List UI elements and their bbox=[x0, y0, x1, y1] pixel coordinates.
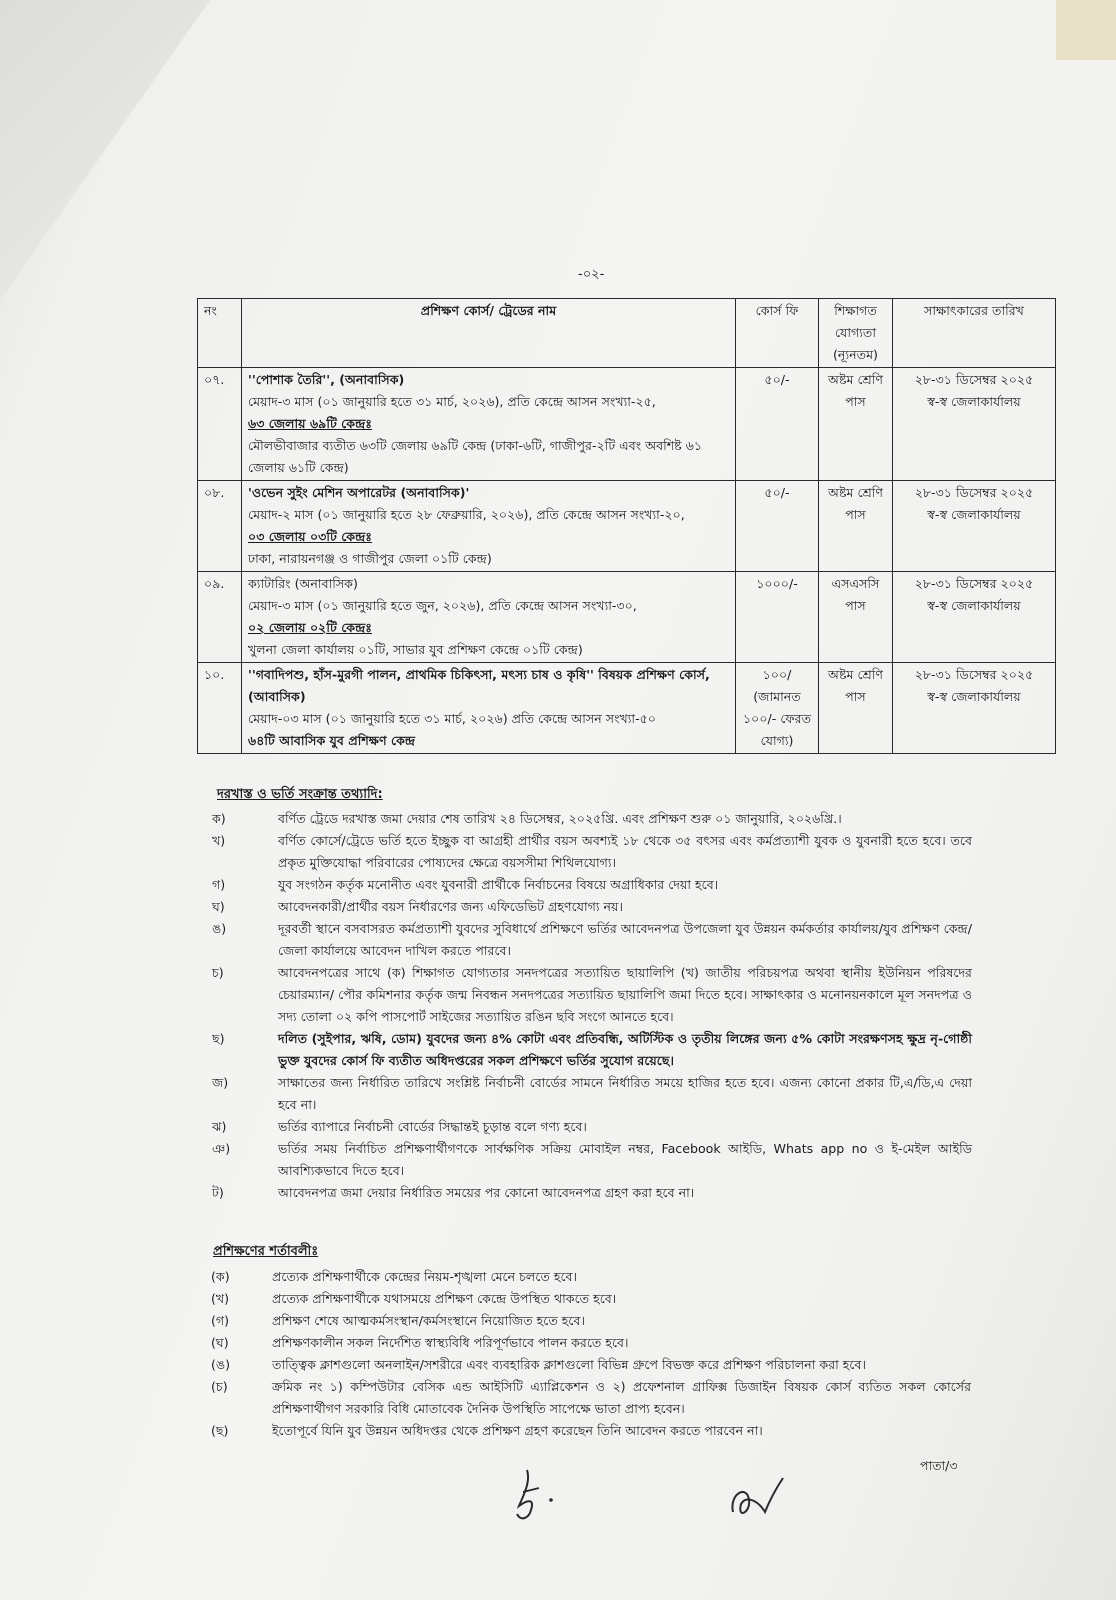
interview-cell bbox=[893, 572, 1056, 663]
course-centers: ৬৩ জেলায় ৬৯টি কেন্দ্রঃ bbox=[248, 416, 373, 431]
item-text: প্রশিক্ষণ শেষে আত্মকর্মসংস্থান/কর্মসংস্থানে নিয়োজিত হতে হবে। bbox=[272, 1313, 585, 1328]
table-header-row bbox=[198, 299, 1056, 368]
course-centers: ০৩ জেলায় ০৩টি কেন্দ্রঃ bbox=[248, 529, 373, 544]
list-item bbox=[212, 1116, 972, 1138]
row-no: ০৭. bbox=[198, 368, 242, 481]
course-note: মৌলভীবাজার ব্যতীত ৬৩টি জেলায় ৬৯টি কেন্দ্র (ঢাকা-৬টি, গাজীপুর-২টি এবং অবশিষ্ট ৬১ জেলায় ৬১টি কেন্দ্র) bbox=[248, 438, 703, 475]
course-fee: ১০০০/- bbox=[736, 572, 819, 663]
item-marker: (খ) bbox=[211, 1291, 230, 1306]
interview-place: স্ব-স্ব জেলাকার্যালয় bbox=[927, 507, 1021, 522]
course-education: এসএসসি পাস bbox=[819, 572, 893, 663]
item-text: ভর্তির সময় নির্বাচিত প্রশিক্ষণার্থীগণকে সার্বক্ষণিক সক্রিয় মোবাইল নম্বর, Facebook আইডি, Whats app no ও ই-মেইল আইডি আবশ্যিকভাবে দিতে হবে। bbox=[278, 1141, 972, 1178]
table-row bbox=[198, 368, 1056, 481]
header-no: নং bbox=[198, 299, 242, 368]
item-text: বর্ণিত কোর্সে/ট্রেডে ভর্তি হতে ইচ্ছুক বা আগ্রহী প্রার্থীর বয়স অবশ্যই ১৮ থেকে ৩৫ বৎসর এবং কর্মপ্রত্যাশী যুবক ও যুবনারী হতে হবে। তবে প্রকৃত মুক্তিযোদ্ধা পরিবারের পোষ্যদের ক্ষেত্রে বয়সসীমা শিথিলযোগ্য। bbox=[278, 833, 972, 870]
item-text: আবেদনকারী/প্রার্থীর বয়স নির্ধারণের জন্য এফিডেভিট গ্রহণযোগ্য নয়। bbox=[278, 899, 623, 914]
item-marker: ঙ) bbox=[212, 921, 227, 936]
list-item bbox=[212, 1028, 972, 1072]
course-cell bbox=[242, 572, 736, 663]
course-title: ''পোশাক তৈরি'', (অনাবাসিক) bbox=[248, 372, 405, 387]
item-text: ক্রমিক নং ১) কম্পিউটার বেসিক এন্ড আইসিটি এ্যাপ্লিকেশন ও ২) প্রফেশনাল গ্রাফিক্স ডিজাইন বিষয়ক কোর্স ব্যতিত সকল কোর্সের প্রশিক্ষণার্থীগণ সরকারি বিধি মোতাবেক দৈনিক উপস্থিতি সাপেক্ষে ভাতা প্রাপ্য হবেন। bbox=[272, 1379, 971, 1416]
item-marker: গ) bbox=[212, 877, 226, 892]
list-item bbox=[212, 1138, 972, 1182]
item-text: তাত্ত্বিক ক্লাশগুলো অনলাইন/সশরীরে এবং ব্যবহারিক ক্লাশগুলো বিভিন্ন গ্রুপে বিভক্ত করে প্রশিক্ষণ পরিচালনা করা হবে। bbox=[272, 1357, 866, 1372]
list-item bbox=[212, 918, 972, 962]
item-text: ইতোপূর্বে যিনি যুব উন্নয়ন অধিদপ্তর থেকে প্রশিক্ষণ গ্রহণ করেছেন তিনি আবেদন করতে পারবেন না। bbox=[272, 1423, 763, 1438]
item-text: প্রশিক্ষণকালীন সকল নির্দেশিত স্বাস্থ্যবিধি পরিপূর্ণভাবে পালন করতে হবে। bbox=[272, 1335, 629, 1350]
list-item bbox=[212, 830, 972, 874]
list-item bbox=[211, 1376, 971, 1420]
course-note: ঢাকা, নারায়নগঞ্জ ও গাজীপুর জেলা ০১টি কেন্দ্র) bbox=[248, 551, 492, 566]
interview-date: ২৮-৩১ ডিসেম্বর ২০২৫ bbox=[914, 667, 1034, 682]
item-text: আবেদনপত্রের সাথে (ক) শিক্ষাগত যোগ্যতার সনদপত্রের সত্যায়িত ছায়ালিপি (খ) জাতীয় পরিচয়পত্র অথবা স্থানীয় ইউনিয়ন পরিষদের চেয়ারম্যান/ পৌর কমিশনার কর্তৃক জন্ম নিবন্ধন সনদপত্রের সত্যায়িত ছায়ালিপি জমা দিতে হবে। সাক্ষাৎকার ও মনোনয়নকালে মূল সনদপত্র ও সদ্য তোলা ০২ কপি পাসপোর্ট সাইজের সত্যায়িত রঙিন ছবি সংগে আনতে হবে। bbox=[278, 965, 972, 1024]
item-text: আবেদনপত্র জমা দেয়ার নির্ধারিত সময়ের পর কোনো আবেদনপত্র গ্রহণ করা হবে না। bbox=[278, 1185, 695, 1200]
list-item bbox=[211, 1332, 971, 1354]
course-title: ''গবাদিপশু, হাঁস-মুরগী পালন, প্রাথমিক চিকিৎসা, মৎস্য চাষ ও কৃষি'' বিষয়ক প্রশিক্ষণ কোর্স, (আবাসিক) bbox=[248, 667, 710, 704]
course-duration: মেয়াদ-৩ মাস (০১ জানুয়ারি হতে জুন, ২০২৬), প্রতি কেন্দ্রে আসন সংখ্যা-৩০, bbox=[248, 598, 637, 613]
table-row bbox=[198, 663, 1056, 754]
item-text: দূরবর্তী স্থানে বসবাসরত কর্মপ্রত্যাশী যুবদের সুবিধার্থে প্রশিক্ষণে ভর্তির আবেদনপত্র উপজেলা যুব উন্নয়ন কর্মকর্তার কার্যালয়/যুব প্রশিক্ষণ কেন্দ্র/ জেলা কার্যালয়ে আবেদন দাখিল করতে পারবে। bbox=[278, 921, 972, 958]
conditions-heading: প্রশিক্ষণের শর্তাবলীঃ bbox=[213, 1244, 319, 1259]
course-duration: মেয়াদ-২ মাস (০১ জানুয়ারি হতে ২৮ ফেব্রুয়ারি, ২০২৬), প্রতি কেন্দ্রে আসন সংখ্যা-২০, bbox=[248, 507, 685, 522]
course-duration: মেয়াদ-৩ মাস (০১ জানুয়ারি হতে ৩১ মার্চ, ২০২৬), প্রতি কেন্দ্রে আসন সংখ্যা-২৫, bbox=[248, 394, 656, 409]
item-marker: (গ) bbox=[211, 1313, 230, 1328]
header-education: শিক্ষাগত যোগ্যতা (ন্যূনতম) bbox=[819, 299, 893, 368]
course-title: ক্যাটারিং (অনাবাসিক) bbox=[248, 576, 358, 591]
course-cell bbox=[242, 663, 736, 754]
list-item bbox=[211, 1420, 971, 1442]
course-fee: ৫০/- bbox=[736, 481, 819, 572]
item-text: যুব সংগঠন কর্তৃক মনোনীত এবং যুবনারী প্রার্থীকে নির্বাচনের বিষয়ে অগ্রাধিকার দেয়া হবে। bbox=[278, 877, 719, 892]
item-marker: ছ) bbox=[212, 1031, 225, 1046]
course-title: 'ওভেন সুইং মেশিন অপারেটর (অনাবাসিক)' bbox=[248, 485, 470, 500]
course-fee: ১০০/ (জামানত ১০০/- ফেরত যোগ্য) bbox=[736, 663, 819, 754]
interview-place: স্ব-স্ব জেলাকার্যালয় bbox=[927, 598, 1021, 613]
next-page-ref: পাতা/৩ bbox=[920, 1458, 958, 1473]
item-text: সাক্ষাতের জন্য নির্ধারিত তারিখে সংশ্লিষ্ট নির্বাচনী বোর্ডের সামনে নির্ধারিত সময়ে হাজির হতে হবে। এজন্য কোনো প্রকার টি,এ/ডি,এ দেয়া হবে না। bbox=[278, 1075, 972, 1112]
table-row bbox=[198, 572, 1056, 663]
page-marker: -০২- bbox=[578, 267, 605, 282]
signature-initial-1 bbox=[505, 1462, 565, 1532]
interview-place: স্ব-স্ব জেলাকার্যালয় bbox=[927, 394, 1021, 409]
interview-date: ২৮-৩১ ডিসেম্বর ২০২৫ bbox=[914, 372, 1034, 387]
header-interview-date: সাক্ষাৎকারের তারিখ bbox=[893, 299, 1056, 368]
list-item bbox=[212, 962, 972, 1028]
item-marker: জ) bbox=[212, 1075, 229, 1090]
table-row bbox=[198, 481, 1056, 572]
row-no: ০৮. bbox=[198, 481, 242, 572]
admission-list bbox=[212, 808, 972, 1204]
course-note: খুলনা জেলা কার্যালয় ০১টি, সাভার যুব প্রশিক্ষণ কেন্দ্রে ০১টি কেন্দ্র) bbox=[248, 642, 583, 657]
signature-initial-2 bbox=[725, 1472, 795, 1532]
course-table bbox=[197, 298, 1056, 754]
interview-cell bbox=[893, 481, 1056, 572]
item-marker: (ক) bbox=[211, 1269, 230, 1284]
item-marker: (চ) bbox=[211, 1379, 228, 1394]
background-corner bbox=[1056, 0, 1116, 60]
row-no: ০৯. bbox=[198, 572, 242, 663]
list-item bbox=[212, 1072, 972, 1116]
item-marker: ঘ) bbox=[212, 899, 225, 914]
item-marker: ট) bbox=[212, 1185, 224, 1200]
item-marker: চ) bbox=[212, 965, 224, 980]
course-duration: মেয়াদ-০৩ মাস (০১ জানুয়ারি হতে ৩১ মার্চ, ২০২৬) প্রতি কেন্দ্রে আসন সংখ্যা-৫০ bbox=[248, 711, 656, 726]
admission-heading: দরখাস্ত ও ভর্তি সংক্রান্ত তথ্যাদি: bbox=[217, 787, 383, 802]
item-marker: (ছ) bbox=[211, 1423, 229, 1438]
item-marker: ঞ) bbox=[212, 1141, 231, 1156]
item-marker: ঝ) bbox=[212, 1119, 227, 1134]
course-education: অষ্টম শ্রেণি পাস bbox=[819, 368, 893, 481]
row-no: ১০. bbox=[198, 663, 242, 754]
list-item bbox=[212, 1182, 972, 1204]
course-cell bbox=[242, 481, 736, 572]
list-item bbox=[212, 808, 972, 830]
list-item bbox=[211, 1266, 971, 1288]
conditions-list bbox=[211, 1266, 971, 1442]
item-marker: ক) bbox=[212, 811, 226, 826]
course-centers: ০২ জেলায় ০২টি কেন্দ্রঃ bbox=[248, 620, 373, 635]
course-centers: ৬৪টি আবাসিক যুব প্রশিক্ষণ কেন্দ্র bbox=[248, 733, 416, 748]
list-item bbox=[211, 1310, 971, 1332]
interview-cell bbox=[893, 663, 1056, 754]
course-education: অষ্টম শ্রেণি পাস bbox=[819, 663, 893, 754]
list-item bbox=[211, 1354, 971, 1376]
interview-cell bbox=[893, 368, 1056, 481]
item-text: দলিত (সুইপার, ঋষি, ডোম) যুবদের জন্য ৪% কোটা এবং প্রতিবন্ধি, অটিস্টিক ও তৃতীয় লিঙ্গের জন্য ৫% কোটা সংরক্ষণসহ ক্ষুদ্র নৃ-গোষ্ঠী ভুক্ত যুবদের কোর্স ফি ব্যতীত অধিদপ্তরের সকল প্রশিক্ষণে ভর্তির সুযোগ রয়েছে। bbox=[278, 1031, 972, 1068]
list-item bbox=[212, 874, 972, 896]
course-education: অষ্টম শ্রেণি পাস bbox=[819, 481, 893, 572]
item-marker: (ঘ) bbox=[211, 1335, 229, 1350]
list-item bbox=[212, 896, 972, 918]
item-text: বর্ণিত ট্রেডে দরখাস্ত জমা দেয়ার শেষ তারিখ ২৪ ডিসেম্বর, ২০২৫খ্রি. এবং প্রশিক্ষণ শুরু ০১ জানুয়ারি, ২০২৬খ্রি.। bbox=[278, 811, 842, 826]
list-item bbox=[211, 1288, 971, 1310]
item-text: প্রত্যেক প্রশিক্ষণার্থীকে যথাসময়ে প্রশিক্ষণ কেন্দ্রে উপস্থিত থাকতে হবে। bbox=[272, 1291, 617, 1306]
course-fee: ৫০/- bbox=[736, 368, 819, 481]
item-marker: (ঙ) bbox=[211, 1357, 231, 1372]
interview-place: স্ব-স্ব জেলাকার্যালয় bbox=[927, 689, 1021, 704]
item-text: প্রত্যেক প্রশিক্ষণার্থীকে কেন্দ্রের নিয়ম-শৃঙ্খলা মেনে চলতে হবে। bbox=[272, 1269, 578, 1284]
interview-date: ২৮-৩১ ডিসেম্বর ২০২৫ bbox=[914, 485, 1034, 500]
interview-date: ২৮-৩১ ডিসেম্বর ২০২৫ bbox=[914, 576, 1034, 591]
item-text: ভর্তির ব্যাপারে নির্বাচনী বোর্ডের সিদ্ধান্তই চূড়ান্ত বলে গণ্য হবে। bbox=[278, 1119, 587, 1134]
course-cell bbox=[242, 368, 736, 481]
header-fee: কোর্স ফি bbox=[736, 299, 819, 368]
header-course-name: প্রশিক্ষণ কোর্স/ ট্রেডের নাম bbox=[242, 299, 736, 368]
page-fold-shadow bbox=[0, 0, 210, 300]
item-marker: খ) bbox=[212, 833, 226, 848]
